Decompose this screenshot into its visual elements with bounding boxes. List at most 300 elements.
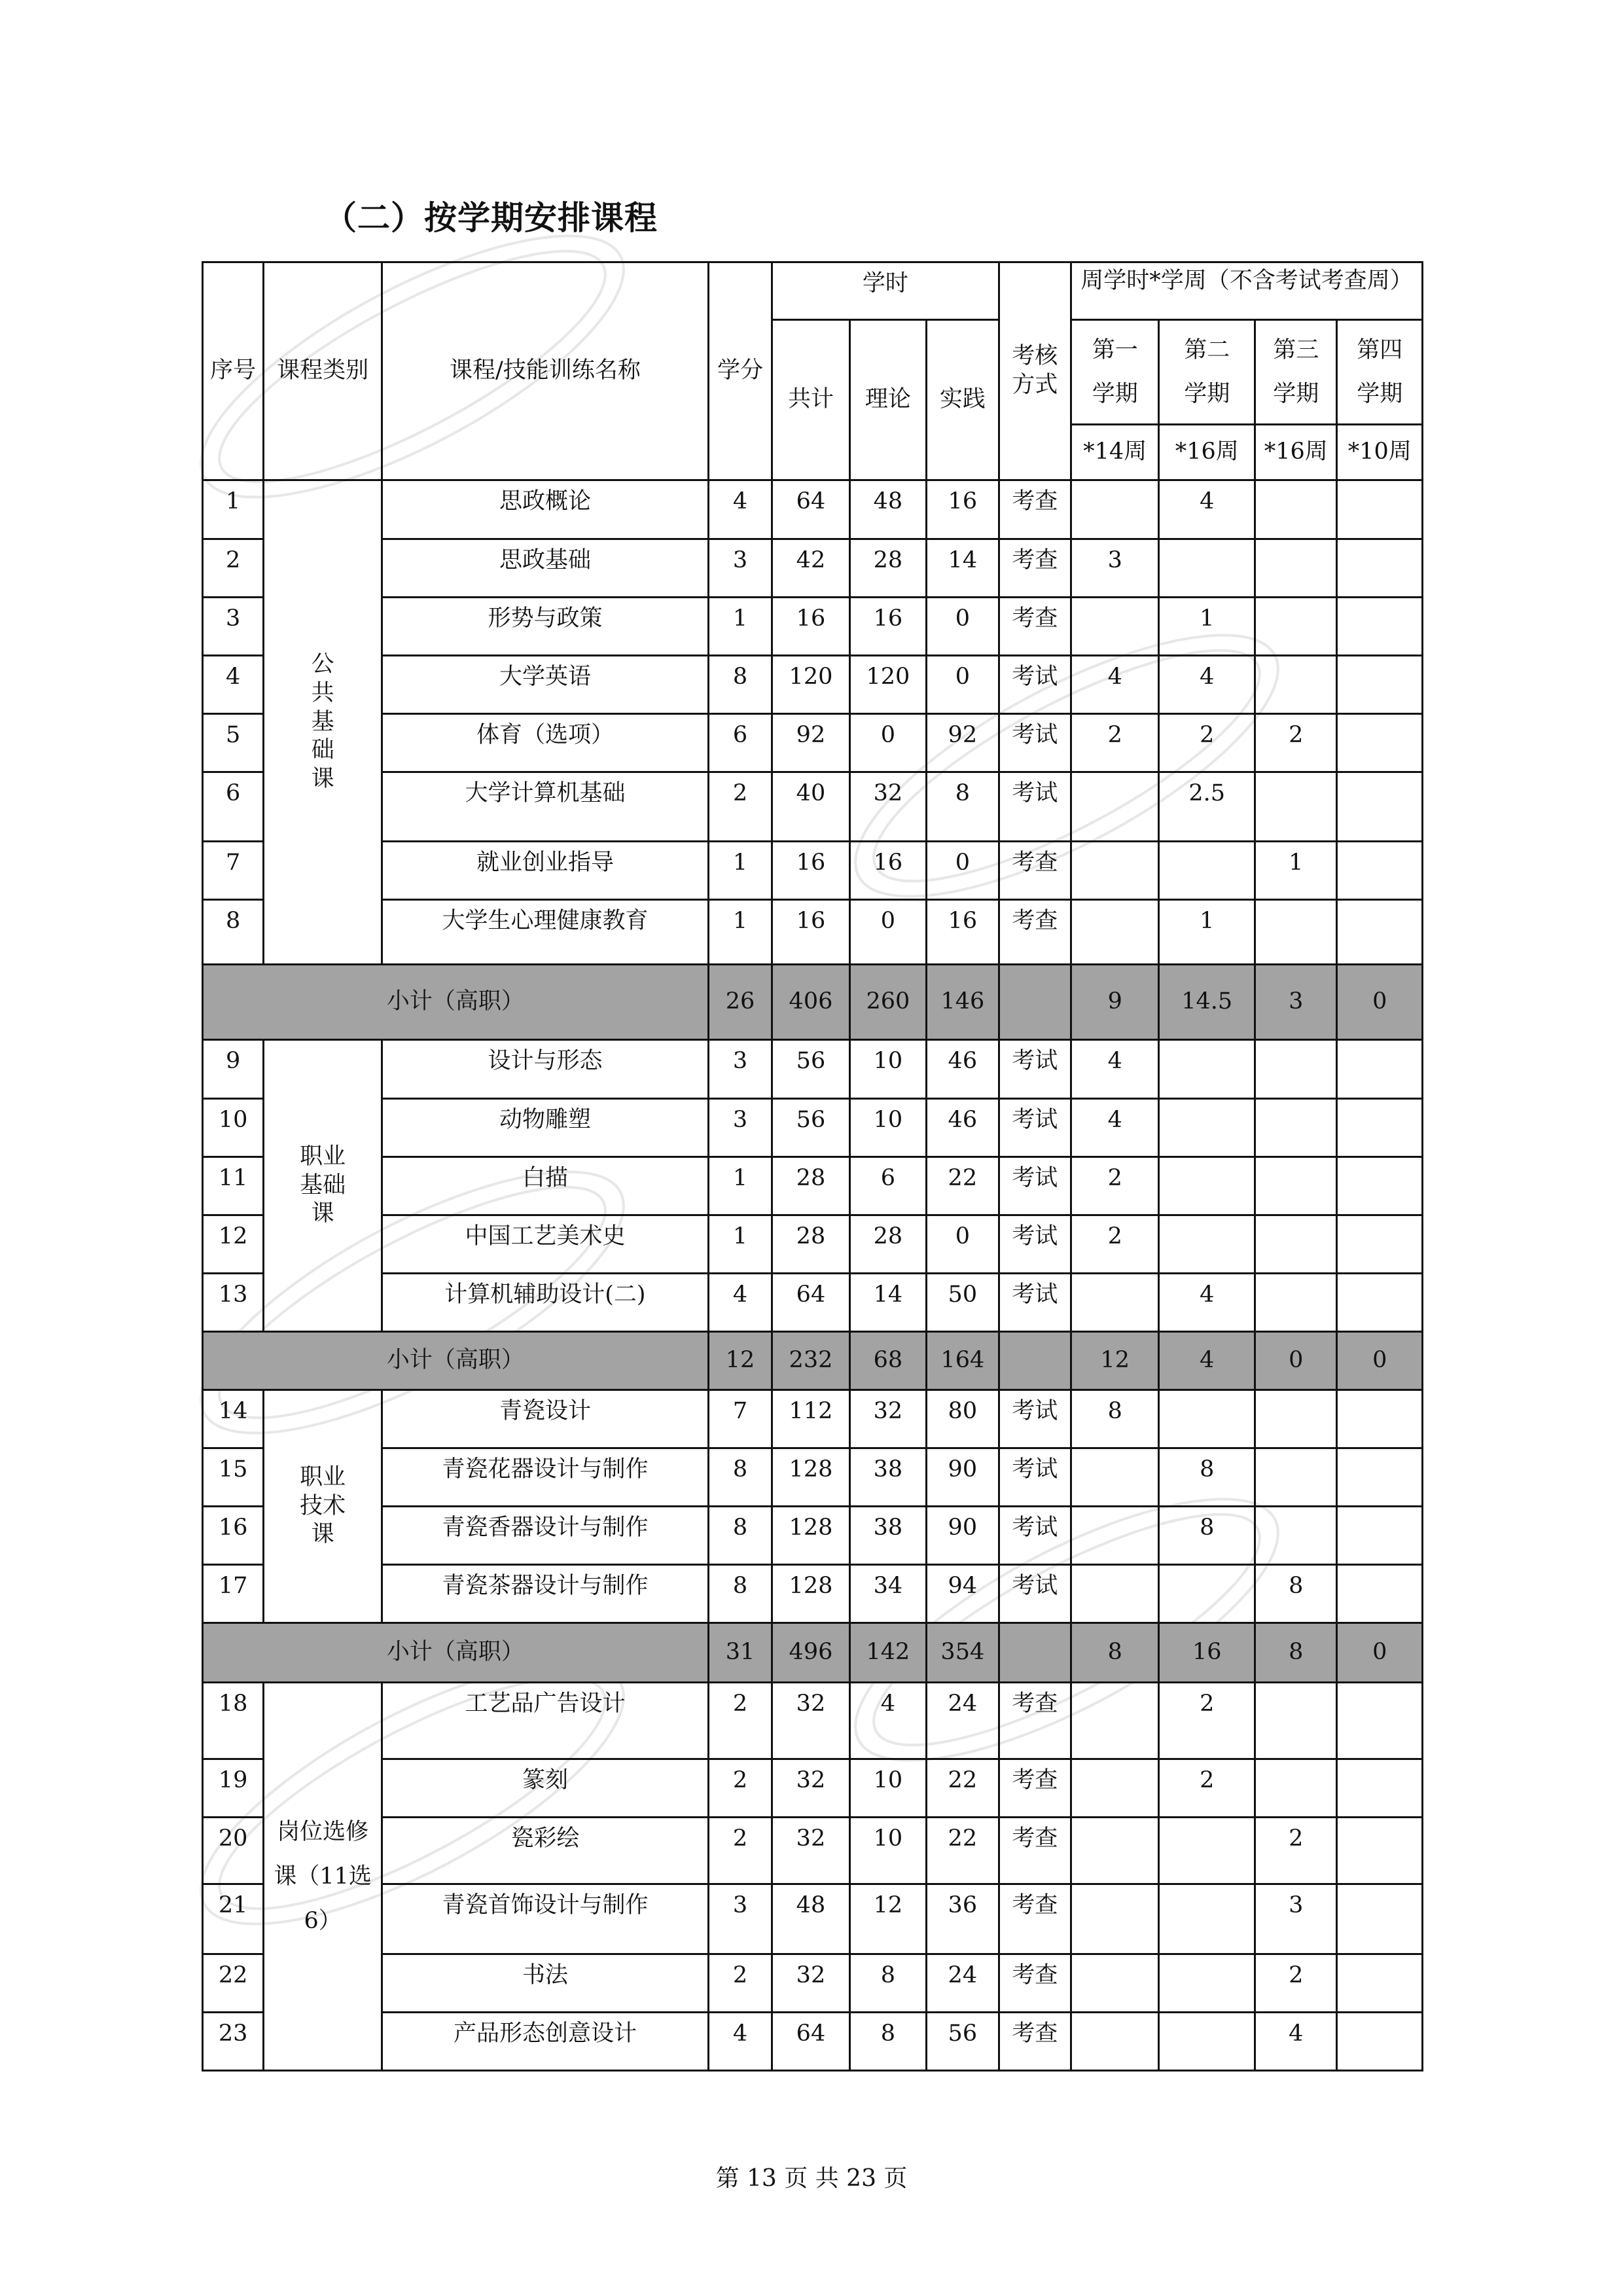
row-total: 32 [772,1954,849,2013]
exam-method: 考试 [999,714,1071,772]
row-theory: 16 [849,842,926,900]
subtotal-exam [999,965,1071,1040]
semester-hours [1337,1565,1423,1623]
row-practice: 0 [927,842,999,900]
course-name: 青瓷首饰设计与制作 [382,1884,709,1954]
row-total: 28 [772,1157,849,1215]
row-total: 56 [772,1040,849,1099]
row-practice: 94 [927,1565,999,1623]
row-theory: 10 [849,1099,926,1157]
category-cell: 职业技术课 [264,1390,382,1623]
row-practice: 22 [927,1818,999,1884]
semester-hours: 4 [1071,1099,1159,1157]
semester-hours [1255,1215,1336,1274]
semester-hours [1071,1954,1159,2013]
row-credit: 1 [708,900,772,965]
semester-hours [1337,1683,1423,1759]
row-credit: 3 [708,1099,772,1157]
exam-method: 考查 [999,1818,1071,1884]
table-row [203,1099,1423,1157]
section-title: （二）按学期安排课程 [324,199,658,237]
row-theory: 38 [849,1448,926,1507]
semester-hours: 4 [1071,656,1159,714]
exam-method: 考查 [999,598,1071,656]
exam-method: 考试 [999,1157,1071,1215]
subtotal-semester: 12 [1071,1332,1159,1390]
row-no: 11 [203,1157,264,1215]
semester-hours [1255,1683,1336,1759]
semester-hours [1255,480,1336,539]
semester-hours: 8 [1071,1390,1159,1448]
subtotal-exam [999,1332,1071,1390]
course-name: 形势与政策 [382,598,709,656]
semester-hours [1255,1390,1336,1448]
semester-hours [1159,1390,1255,1448]
row-credit: 1 [708,842,772,900]
table-row [203,772,1423,842]
subtotal-semester: 8 [1255,1623,1336,1683]
row-no: 19 [203,1759,264,1818]
row-practice: 16 [927,900,999,965]
exam-method: 考查 [999,2013,1071,2071]
semester-hours: 2 [1255,1818,1336,1884]
semester-hours [1337,1448,1423,1507]
row-practice: 0 [927,1215,999,1274]
subtotal-theory: 260 [849,965,926,1040]
row-practice: 0 [927,656,999,714]
row-practice: 22 [927,1759,999,1818]
subtotal-row [203,1332,1423,1390]
semester-hours [1337,1215,1423,1274]
row-practice: 24 [927,1954,999,2013]
semester-hours: 2 [1071,714,1159,772]
exam-method: 考试 [999,1099,1071,1157]
row-theory: 34 [849,1565,926,1623]
semester-hours: 4 [1159,480,1255,539]
row-theory: 32 [849,1390,926,1448]
course-name: 大学计算机基础 [382,772,709,842]
semester-hours [1337,656,1423,714]
row-practice: 80 [927,1390,999,1448]
semester-hours [1159,1565,1255,1623]
semester-hours [1255,656,1336,714]
row-theory: 8 [849,1954,926,2013]
course-name: 白描 [382,1157,709,1215]
exam-method: 考试 [999,1040,1071,1099]
course-name: 青瓷花器设计与制作 [382,1448,709,1507]
row-no: 16 [203,1507,264,1565]
semester-hours: 2 [1159,714,1255,772]
row-no: 4 [203,656,264,714]
exam-method: 考查 [999,1954,1071,2013]
semester-hours [1337,772,1423,842]
row-credit: 8 [708,656,772,714]
row-total: 128 [772,1565,849,1623]
semester-hours: 2 [1071,1215,1159,1274]
row-practice: 14 [927,539,999,598]
row-credit: 4 [708,480,772,539]
row-theory: 0 [849,900,926,965]
subtotal-semester: 9 [1071,965,1159,1040]
course-name: 工艺品广告设计 [382,1683,709,1759]
row-practice: 24 [927,1683,999,1759]
semester-hours [1071,1759,1159,1818]
semester-hours [1337,1157,1423,1215]
semester-hours [1337,1884,1423,1954]
row-practice: 16 [927,480,999,539]
semester-hours [1337,714,1423,772]
course-name: 就业创业指导 [382,842,709,900]
semester-hours [1337,1040,1423,1099]
header-course: 课程/技能训练名称 [382,262,709,480]
semester-hours: 8 [1159,1507,1255,1565]
table-row [203,900,1423,965]
header-weeks-3: *16周 [1255,425,1336,480]
row-total: 64 [772,2013,849,2071]
table-row [203,480,1423,539]
row-theory: 4 [849,1683,926,1759]
table-row [203,1954,1423,2013]
header-sem4: 第四学期 [1337,320,1423,425]
semester-hours: 2 [1071,1157,1159,1215]
subtotal-credit: 31 [708,1623,772,1683]
row-credit: 8 [708,1565,772,1623]
row-credit: 8 [708,1448,772,1507]
row-no: 9 [203,1040,264,1099]
course-name: 计算机辅助设计(二) [382,1274,709,1332]
semester-hours [1071,1884,1159,1954]
semester-hours [1337,900,1423,965]
course-name: 中国工艺美术史 [382,1215,709,1274]
row-no: 5 [203,714,264,772]
subtotal-practice: 354 [927,1623,999,1683]
subtotal-practice: 146 [927,965,999,1040]
header-exam: 考核方式 [999,262,1071,480]
semester-hours [1159,1040,1255,1099]
page-number: 第 13 页 共 23 页 [715,2165,908,2192]
table-row [203,1215,1423,1274]
semester-hours [1159,1884,1255,1954]
subtotal-semester: 4 [1159,1332,1255,1390]
semester-hours [1071,480,1159,539]
row-no: 14 [203,1390,264,1448]
table-row [203,1818,1423,1884]
row-practice: 50 [927,1274,999,1332]
row-no: 22 [203,1954,264,2013]
exam-method: 考查 [999,1683,1071,1759]
table-row [203,2013,1423,2071]
semester-hours [1071,842,1159,900]
row-practice: 36 [927,1884,999,1954]
subtotal-total: 232 [772,1332,849,1390]
course-name: 瓷彩绘 [382,1818,709,1884]
header-credit: 学分 [708,262,772,480]
row-total: 16 [772,842,849,900]
semester-hours [1071,1565,1159,1623]
course-name: 产品形态创意设计 [382,2013,709,2071]
row-credit: 2 [708,1759,772,1818]
row-total: 120 [772,656,849,714]
course-name: 思政概论 [382,480,709,539]
semester-hours [1337,1274,1423,1332]
header-sem3: 第三学期 [1255,320,1336,425]
exam-method: 考试 [999,656,1071,714]
subtotal-row [203,965,1423,1040]
subtotal-total: 496 [772,1623,849,1683]
semester-hours [1255,1099,1336,1157]
subtotal-label: 小计（高职） [203,965,709,1040]
row-total: 28 [772,1215,849,1274]
row-theory: 12 [849,1884,926,1954]
exam-method: 考查 [999,1884,1071,1954]
row-no: 13 [203,1274,264,1332]
semester-hours [1337,1390,1423,1448]
course-name: 书法 [382,1954,709,2013]
row-credit: 1 [708,598,772,656]
exam-method: 考试 [999,1507,1071,1565]
category-cell: 公共基础课 [264,480,382,965]
row-credit: 8 [708,1507,772,1565]
semester-hours [1255,1448,1336,1507]
table-row [203,1040,1423,1099]
semester-hours: 2.5 [1159,772,1255,842]
semester-hours: 8 [1159,1448,1255,1507]
row-credit: 2 [708,1954,772,2013]
row-total: 128 [772,1448,849,1507]
semester-hours: 2 [1255,1954,1336,2013]
row-theory: 28 [849,539,926,598]
header-total: 共计 [772,320,849,480]
row-credit: 6 [708,714,772,772]
row-theory: 120 [849,656,926,714]
header-theory: 理论 [849,320,926,480]
row-credit: 1 [708,1157,772,1215]
course-name: 思政基础 [382,539,709,598]
table-row [203,1274,1423,1332]
semester-hours [1255,1507,1336,1565]
row-total: 16 [772,598,849,656]
subtotal-semester: 14.5 [1159,965,1255,1040]
row-no: 2 [203,539,264,598]
semester-hours [1159,2013,1255,2071]
table-row [203,1683,1423,1759]
semester-hours [1337,1759,1423,1818]
semester-hours: 1 [1159,900,1255,965]
row-practice: 90 [927,1507,999,1565]
exam-method: 考查 [999,900,1071,965]
subtotal-label: 小计（高职） [203,1623,709,1683]
semester-hours: 2 [1159,1759,1255,1818]
header-category: 课程类别 [264,262,382,480]
table-row [203,1884,1423,1954]
row-theory: 38 [849,1507,926,1565]
row-total: 42 [772,539,849,598]
row-theory: 10 [849,1759,926,1818]
row-total: 32 [772,1759,849,1818]
table-row [203,539,1423,598]
semester-hours [1071,1448,1159,1507]
semester-hours [1255,598,1336,656]
subtotal-label: 小计（高职） [203,1332,709,1390]
exam-method: 考试 [999,772,1071,842]
semester-hours [1337,842,1423,900]
exam-method: 考试 [999,1565,1071,1623]
subtotal-semester: 0 [1337,1332,1423,1390]
exam-method: 考试 [999,1390,1071,1448]
semester-hours: 1 [1159,598,1255,656]
row-credit: 3 [708,1884,772,1954]
semester-hours [1337,1954,1423,2013]
table-row [203,714,1423,772]
row-total: 32 [772,1818,849,1884]
row-no: 15 [203,1448,264,1507]
subtotal-row [203,1623,1423,1683]
row-theory: 28 [849,1215,926,1274]
row-credit: 1 [708,1215,772,1274]
semester-hours [1159,1215,1255,1274]
exam-method: 考试 [999,1448,1071,1507]
row-theory: 14 [849,1274,926,1332]
semester-hours [1337,480,1423,539]
subtotal-semester: 0 [1337,965,1423,1040]
semester-hours [1255,1157,1336,1215]
category-cell: 职业基础课 [264,1040,382,1332]
course-name: 篆刻 [382,1759,709,1818]
row-no: 17 [203,1565,264,1623]
row-no: 10 [203,1099,264,1157]
semester-hours: 4 [1159,1274,1255,1332]
course-name: 大学生心理健康教育 [382,900,709,965]
subtotal-theory: 68 [849,1332,926,1390]
subtotal-semester: 0 [1337,1623,1423,1683]
subtotal-semester: 8 [1071,1623,1159,1683]
row-practice: 90 [927,1448,999,1507]
subtotal-semester: 16 [1159,1623,1255,1683]
row-credit: 2 [708,772,772,842]
semester-hours: 3 [1255,1884,1336,1954]
row-no: 7 [203,842,264,900]
subtotal-practice: 164 [927,1332,999,1390]
row-credit: 2 [708,1818,772,1884]
semester-hours [1255,539,1336,598]
row-practice: 8 [927,772,999,842]
semester-hours [1071,2013,1159,2071]
semester-hours [1337,1818,1423,1884]
row-practice: 22 [927,1157,999,1215]
row-no: 18 [203,1683,264,1759]
subtotal-credit: 12 [708,1332,772,1390]
semester-hours [1337,539,1423,598]
course-name: 青瓷香器设计与制作 [382,1507,709,1565]
table-row [203,656,1423,714]
semester-hours [1337,598,1423,656]
row-no: 6 [203,772,264,842]
semester-hours [1337,2013,1423,2071]
exam-method: 考试 [999,1274,1071,1332]
row-theory: 32 [849,772,926,842]
table-row [203,1507,1423,1565]
row-theory: 6 [849,1157,926,1215]
row-no: 8 [203,900,264,965]
row-practice: 46 [927,1099,999,1157]
header-weekly: 周学时*学周（不含考试考查周） [1071,262,1422,320]
row-total: 112 [772,1390,849,1448]
semester-hours [1337,1099,1423,1157]
table-row [203,1565,1423,1623]
row-practice: 92 [927,714,999,772]
semester-hours [1255,1040,1336,1099]
row-total: 16 [772,900,849,965]
exam-method: 考查 [999,539,1071,598]
course-name: 动物雕塑 [382,1099,709,1157]
semester-hours [1071,598,1159,656]
course-schedule-table [202,261,1423,2072]
semester-hours: 4 [1255,2013,1336,2071]
table-row [203,842,1423,900]
exam-method: 考查 [999,1759,1071,1818]
header-sem1: 第一学期 [1071,320,1159,425]
semester-hours [1159,1157,1255,1215]
table-row [203,1157,1423,1215]
semester-hours [1159,539,1255,598]
row-practice: 46 [927,1040,999,1099]
row-no: 23 [203,2013,264,2071]
semester-hours [1159,1954,1255,2013]
row-theory: 10 [849,1818,926,1884]
category-cell: 岗位选修课（11选6） [264,1683,382,2071]
row-credit: 4 [708,1274,772,1332]
course-name: 青瓷设计 [382,1390,709,1448]
row-total: 48 [772,1884,849,1954]
header-hours: 学时 [772,262,999,320]
semester-hours: 3 [1071,539,1159,598]
row-credit: 7 [708,1390,772,1448]
exam-method: 考查 [999,480,1071,539]
row-total: 32 [772,1683,849,1759]
row-no: 3 [203,598,264,656]
row-theory: 10 [849,1040,926,1099]
semester-hours: 8 [1255,1565,1336,1623]
row-no: 1 [203,480,264,539]
semester-hours [1255,1759,1336,1818]
semester-hours [1255,900,1336,965]
subtotal-credit: 26 [708,965,772,1040]
row-no: 21 [203,1884,264,1954]
header-weeks-1: *14周 [1071,425,1159,480]
table-row [203,1448,1423,1507]
row-credit: 4 [708,2013,772,2071]
row-credit: 3 [708,539,772,598]
row-total: 128 [772,1507,849,1565]
row-theory: 16 [849,598,926,656]
subtotal-semester: 0 [1255,1332,1336,1390]
header-weeks-4: *10周 [1337,425,1423,480]
row-credit: 2 [708,1683,772,1759]
semester-hours: 4 [1071,1040,1159,1099]
row-practice: 0 [927,598,999,656]
semester-hours [1255,1274,1336,1332]
row-credit: 3 [708,1040,772,1099]
semester-hours [1255,772,1336,842]
row-no: 20 [203,1818,264,1884]
semester-hours: 1 [1255,842,1336,900]
subtotal-exam [999,1623,1071,1683]
subtotal-theory: 142 [849,1623,926,1683]
course-name: 体育（选项） [382,714,709,772]
semester-hours [1159,1099,1255,1157]
semester-hours: 2 [1159,1683,1255,1759]
semester-hours [1337,1507,1423,1565]
